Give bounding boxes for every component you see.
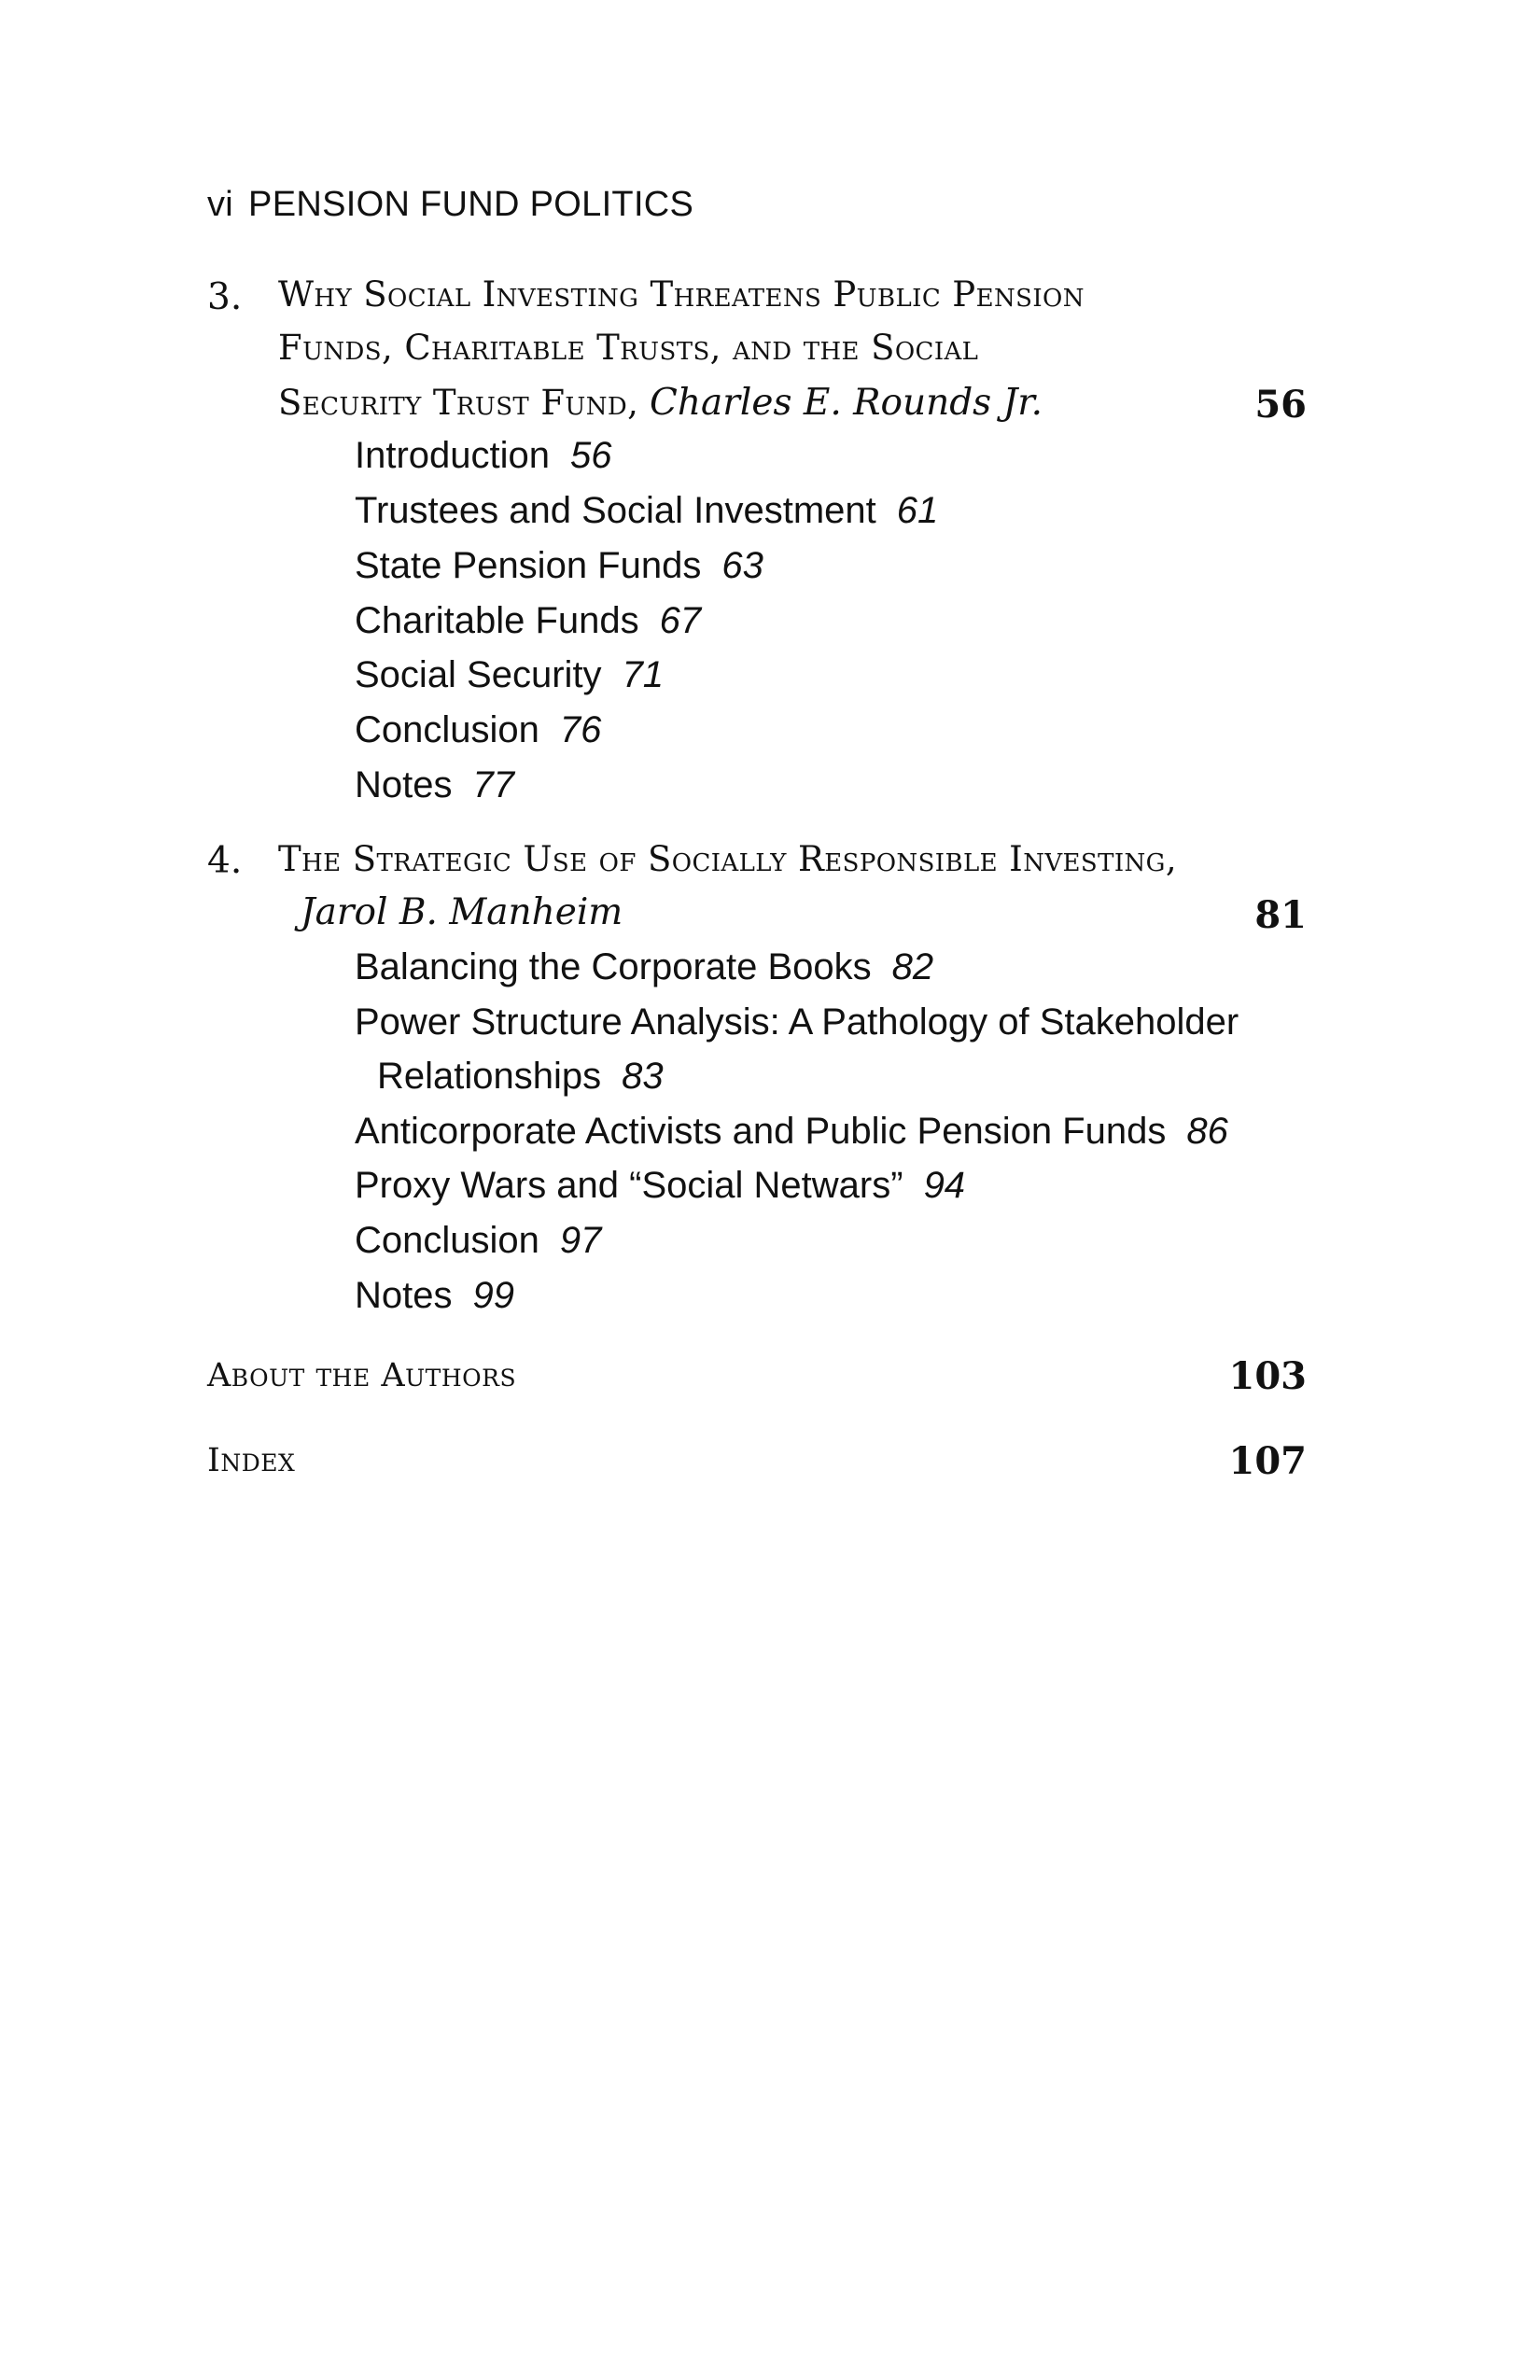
toc-entry-page: 63 [721, 545, 763, 586]
about-the-authors-page: 103 [1228, 1354, 1307, 1398]
toc-entry-label: Conclusion [355, 709, 539, 750]
chapter-3-author: Charles E. Rounds Jr. [650, 382, 1043, 424]
toc-entry-label: Balancing the Corporate Books [355, 946, 872, 987]
toc-entry [355, 547, 763, 584]
chapter-3-number: 3. [207, 276, 243, 318]
chapter-3-title-line-2: Funds, Charitable Trusts, and the Social [278, 328, 979, 368]
toc-entry [355, 948, 933, 986]
toc-entry-label: Charitable Funds [355, 600, 639, 641]
toc-entry-page: 99 [472, 1275, 514, 1316]
toc-entry-page: 67 [659, 600, 702, 641]
chapter-3-title-line-1: Why Social Investing Threatens Public Pension [278, 274, 1085, 315]
running-head-title: PENSION FUND POLITICS [248, 185, 694, 224]
toc-entry [355, 492, 938, 529]
toc-entry-label: Power Structure Analysis: A Pathology of Stakeholder [355, 1001, 1239, 1043]
toc-entry-label: Introduction [355, 435, 551, 476]
toc-entry-page: 71 [622, 654, 665, 695]
toc-entry-label: Notes [355, 764, 453, 805]
toc-entry [355, 1167, 965, 1204]
toc-entry [355, 656, 664, 693]
chapter-3-page: 56 [1254, 383, 1307, 427]
toc-entry-label: Anticorporate Activists and Public Pension Funds [355, 1111, 1167, 1152]
toc-entry [355, 1113, 1228, 1150]
chapter-4-page: 81 [1254, 893, 1307, 937]
running-head [207, 185, 693, 225]
toc-entry-page: 61 [896, 490, 939, 531]
toc-entry [355, 437, 612, 474]
index-heading: Index [207, 1442, 296, 1479]
toc-entry-label: Notes [355, 1275, 453, 1316]
toc-entry-label-continued: Relationships [377, 1056, 602, 1097]
toc-entry-label: Proxy Wars and “Social Netwars” [355, 1165, 903, 1206]
toc-entry [355, 711, 601, 749]
chapter-4-number: 4. [207, 840, 243, 882]
toc-entry-label: Trustees and Social Investment [355, 490, 876, 531]
chapter-4-title-line-1: The Strategic Use of Socially Responsible Investing, [278, 839, 1178, 879]
toc-entry-page: 97 [559, 1220, 602, 1261]
page-folio: vi [207, 185, 234, 224]
index-page: 107 [1228, 1439, 1307, 1483]
toc-entry [355, 1003, 1239, 1041]
toc-entry-page: 94 [923, 1165, 966, 1206]
toc-entry-page: 77 [472, 764, 514, 805]
toc-entry-page: 76 [559, 709, 602, 750]
toc-entry-continued [377, 1057, 664, 1095]
toc-entry [355, 1222, 601, 1259]
toc-entry [355, 766, 514, 804]
toc-entry-label: Social Security [355, 654, 602, 695]
toc-entry-page: 86 [1186, 1111, 1228, 1152]
chapter-3-title-line-3-text: Security Trust Fund, [278, 383, 639, 423]
toc-entry-label: Conclusion [355, 1220, 539, 1261]
toc-entry [355, 602, 701, 639]
chapter-3-title-line-3 [278, 382, 1043, 424]
toc-entry-page: 83 [622, 1056, 664, 1097]
toc-entry-page: 56 [570, 435, 612, 476]
chapter-4-author: Jarol B. Manheim [301, 891, 623, 933]
toc-entry-label: State Pension Funds [355, 545, 702, 586]
about-the-authors-heading: About the Authors [207, 1357, 517, 1394]
toc-entry-page: 82 [891, 946, 934, 987]
toc-entry [355, 1277, 514, 1314]
